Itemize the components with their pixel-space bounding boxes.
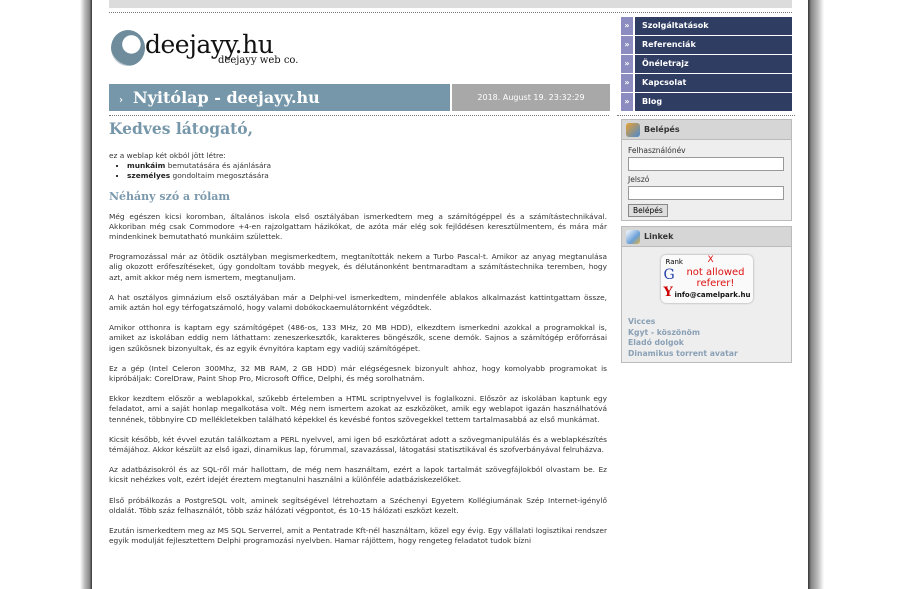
login-box xyxy=(621,119,792,221)
link-kgyt[interactable]: Kgyt - köszönöm xyxy=(628,327,700,337)
intro-text: ez a weblap két okból jött létre: xyxy=(109,151,226,160)
paragraph: Az adatbázisokról és az SQL-ről már hallottam, de még nem használtam, ezért a lapok tartalmát szövegfájlokból olvastam be. Ez kicsit nehézkes volt, ezért idejét éreztem megtanulni használni a különféle adatbáziskezelőket. xyxy=(109,465,607,485)
site-logo[interactable] xyxy=(111,30,311,75)
double-chevron-icon: » xyxy=(621,93,635,111)
login-button[interactable]: Belépés xyxy=(628,204,668,217)
welcome-heading: Kedves látogató, xyxy=(109,119,254,138)
password-label: Jelszó xyxy=(628,175,650,184)
top-bar xyxy=(109,0,792,8)
double-chevron-icon: » xyxy=(621,55,635,73)
paragraph: Ez a gép (Intel Celeron 300Mhz, 32 MB RAM, 2 GB HDD) már elégségesnek bizonyult ahhoz, hogy komolyabb programokat is kipróbáljak: CorelDraw, Paint Shop Pro, Microsoft Office, Delphi, és még sorolhatnám. xyxy=(109,363,607,384)
link-vicces[interactable]: Vicces xyxy=(628,317,656,326)
username-label: Felhasználónév xyxy=(628,146,686,155)
paragraph: Programozással már az ötödik osztályban megismerkedtem, megtanították nekem a Turbo Pascal-t. Amikor az anyag megtanulása alig okozott erőfeszítéseket, úgy gondoltam tovább megyek, és délutánonként bentmaradtam a számítástechnika teremben, hogy azt, amit akkor még nem ismertem, megtanuljam. xyxy=(109,252,607,282)
list-item: ▪ személyes gondoltaim megosztására xyxy=(127,171,607,181)
window-left-border xyxy=(80,0,92,589)
paragraph: Amikor otthonra is kaptam egy számítógépet (486-os, 133 MHz, 20 MB HDD), elkezdtem ismerkedni azokkal a programokkal is, amiket az iskolában eddig nem láthattam: zeneszerkesztők, karakteres böngészők, scene demók. Sajnos a számítógép erőforrásai igen szűkösnek bizonyultak, és az egyik évnyitóra kaptam egy vadiúj számítógépet. xyxy=(109,323,607,353)
about-heading: Néhány szó a rólam xyxy=(109,189,231,203)
username-input[interactable] xyxy=(628,157,784,171)
link-elado-dolgok[interactable]: Eladó dolgok xyxy=(628,338,684,347)
password-input[interactable] xyxy=(628,186,784,200)
double-chevron-icon: » xyxy=(621,74,635,92)
main-content xyxy=(109,119,607,556)
paragraph: Ekkor kezdtem először a weblapokkal, szűkebb értelemben a HTML scriptnyelvvel is foglalkozni. Először az iskolában kaptunk egy feladatot, ami a saját honlap megalkotása volt. Még nem ismertem azokat az eszközöket, amik egy weblapot igazán használhatóvá tennének, többnyire CD mellékletekben található képekkel és kevésbé fontos szövegekkel tettem tartalmasabbá az első munkámat. xyxy=(109,394,607,424)
divider xyxy=(617,115,795,116)
nav-item-kapcsolat[interactable]: » Kapcsolat xyxy=(621,74,792,93)
paragraph: Ezután ismerkedtem meg az MS SQL Serverrel, amit a Pentatrade Kft-nél használtam, közel egy évig. Egy vállalati logisztikai rendszer egyik modulját fejlesztettem Delphi programozási nyelvben. Hamar rájöttem, hogy rengeteg feladatot tudok bízni xyxy=(109,526,607,546)
list-item: ▪ munkáim bemutatására és ajánlására xyxy=(127,161,607,171)
double-chevron-icon: » xyxy=(621,17,635,35)
logo-name: deejayy.hu xyxy=(145,30,274,59)
login-title: Belépés xyxy=(644,125,680,134)
nav-item-oneletrajz[interactable]: » Önéletrajz xyxy=(621,55,792,74)
nav-item-referenciak[interactable]: » Referenciák xyxy=(621,36,792,55)
nav-item-szolgaltatasok[interactable]: » Szolgáltatások xyxy=(621,17,792,36)
paragraph: A hat osztályos gimnázium első osztályában már a Delphi-vel ismerkedtem, mindenféle ablakos alkalmazást kattintgattam össze, amik aztán hol egy térfogatszámoló, hogy valami dobókockaemulátornként végződtek. xyxy=(109,292,607,313)
page-title: Nyitólap - deejayy.hu xyxy=(133,88,320,107)
double-chevron-icon: » xyxy=(621,36,635,54)
edit-icon xyxy=(626,230,640,244)
divider xyxy=(109,12,792,13)
logo-subtitle: deejayy web co. xyxy=(218,55,299,66)
links-title: Linkek xyxy=(644,232,674,241)
links-box xyxy=(621,226,792,363)
paragraph: Még egészen kicsi koromban, általános iskola első osztályában ismerkedtem meg a számítógéppel és a számítástechnikával. Akkoriban még csak Commodore +4-en rajzolgattam házikókat, de azóta már elég sok fejlődésen keresztülmentem, és mára már mindenkinek bemutatható munkáim születtek. xyxy=(109,211,607,242)
paragraph: Kicsit később, két évvel ezután találkoztam a PERL nyelvvel, ami igen bő eszköztárat adott a szövegmanipulálás és a weblapkészítés témájához. Akkor készült az első igazi, dinamikus lap, fórummal, szavazással, látogatási statisztikával és szofverbányával felruházva. xyxy=(109,434,607,455)
logo-swirl-icon xyxy=(111,30,145,66)
divider xyxy=(109,115,609,116)
datetime: 2018. August 19. 23:32:29 xyxy=(452,84,610,111)
rank-badge[interactable]: Rank X G not allowed referer! Y info@camelpark.hu xyxy=(661,255,753,303)
link-torrent-avatar[interactable]: Dinamikus torrent avatar xyxy=(628,348,738,358)
main-nav xyxy=(621,17,792,112)
window-right-border xyxy=(808,0,824,589)
chevron-icon: › xyxy=(119,95,123,106)
purpose-list xyxy=(127,161,607,181)
nav-item-blog[interactable]: » Blog xyxy=(621,93,792,112)
users-icon xyxy=(626,123,640,137)
page-title-bar xyxy=(109,84,450,111)
paragraph: Első próbálkozás a PostgreSQL volt, aminek segítségével létrehoztam a Széchenyi Egyetem Kollégiumának Szép Internet-igénylő oldalát. Több száz felhasználót, több száz hálózati végpontot, és 10-15 hálózati eszközt kezelt. xyxy=(109,495,607,515)
